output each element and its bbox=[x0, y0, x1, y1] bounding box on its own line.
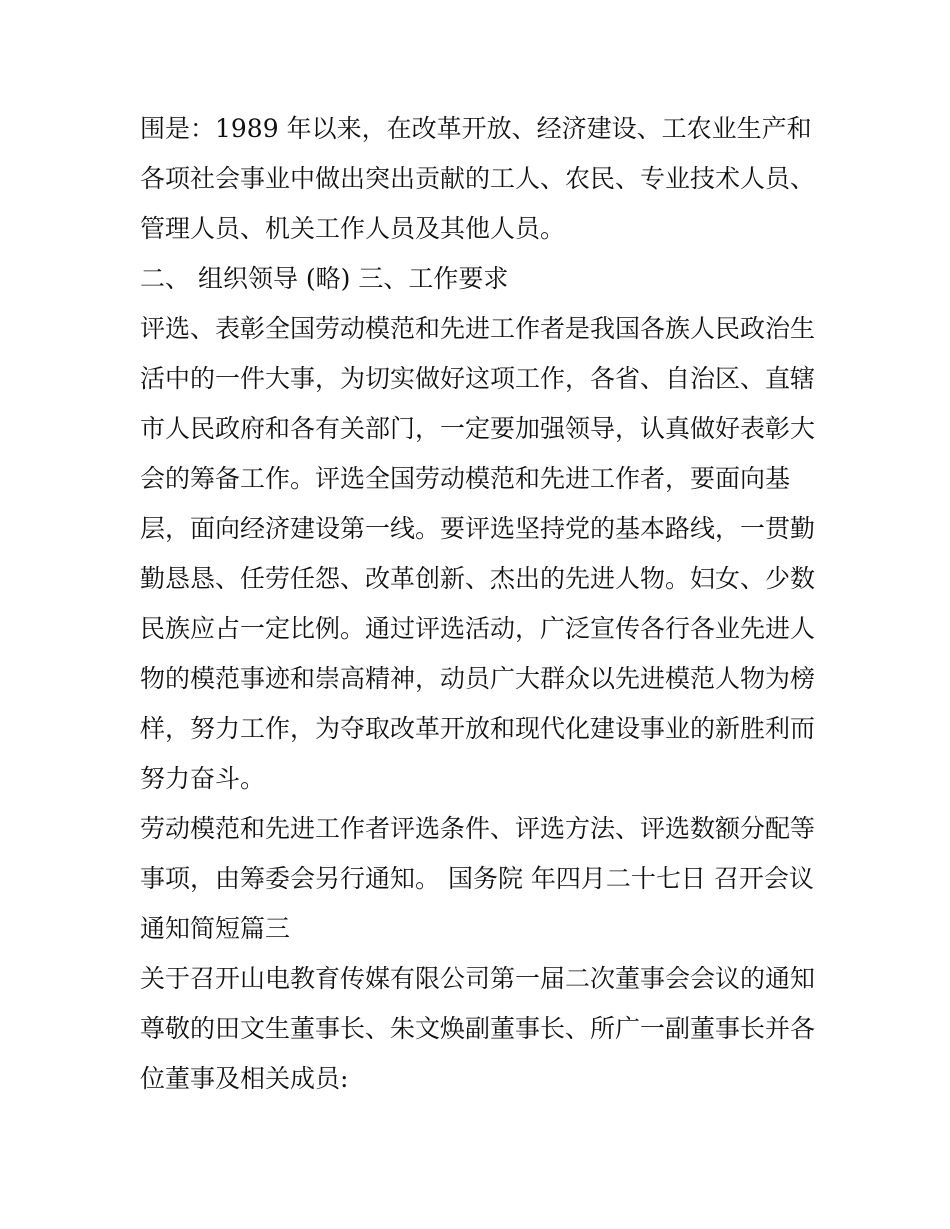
salutation-line: 尊敬的田文生董事长、朱文焕副董事长、所广一副董事长并各 bbox=[140, 1014, 816, 1043]
text-line: 样，努力工作，为夺取改革开放和现代化建设事业的新胜利而 bbox=[140, 714, 816, 743]
text-line: 努力奋斗。 bbox=[140, 764, 266, 793]
text-line: 评选、表彰全国劳动模范和先进工作者是我国各族人民政治生 bbox=[140, 314, 816, 343]
text-line: 活中的一件大事，为切实做好这项工作，各省、自治区、直辖 bbox=[140, 364, 816, 393]
text-line: 市人民政府和各有关部门，一定要加强领导，认真做好表彰大 bbox=[140, 414, 816, 443]
text-line: 物的模范事迹和崇高精神，动员广大群众以先进模范人物为榜 bbox=[140, 664, 816, 693]
text-line: 劳动模范和先进工作者评选条件、评选方法、评选数额分配等 bbox=[140, 814, 816, 843]
text-line: 民族应占一定比例。通过评选活动，广泛宣传各行各业先进人 bbox=[140, 614, 816, 643]
text-line: 管理人员、机关工作人员及其他人员。 bbox=[140, 214, 566, 243]
text-line: 层，面向经济建设第一线。要评选坚持党的基本路线，一贯勤 bbox=[140, 514, 816, 543]
text-line: 会的筹备工作。评选全国劳动模范和先进工作者，要面向基 bbox=[140, 464, 791, 493]
section-heading-line: 二、 组织领导 (略) 三、工作要求 bbox=[140, 264, 509, 293]
notice-title-line: 关于召开山电教育传媒有限公司第一届二次董事会会议的通知 bbox=[140, 964, 816, 993]
text-line: 各项社会事业中做出突出贡献的工人、农民、专业技术人员、 bbox=[140, 164, 816, 193]
salutation-line: 位董事及相关成员: bbox=[140, 1064, 349, 1093]
text-line: 事项，由筹委会另行通知。 国务院 年四月二十七日 召开会议 bbox=[140, 864, 814, 893]
text-line: 勤恳恳、任劳任怨、改革创新、杰出的先进人物。妇女、少数 bbox=[140, 564, 816, 593]
text-line: 围是：1989 年以来，在改革开放、经济建设、工农业生产和 bbox=[140, 114, 812, 143]
section-title-line: 通知简短篇三 bbox=[140, 914, 291, 943]
